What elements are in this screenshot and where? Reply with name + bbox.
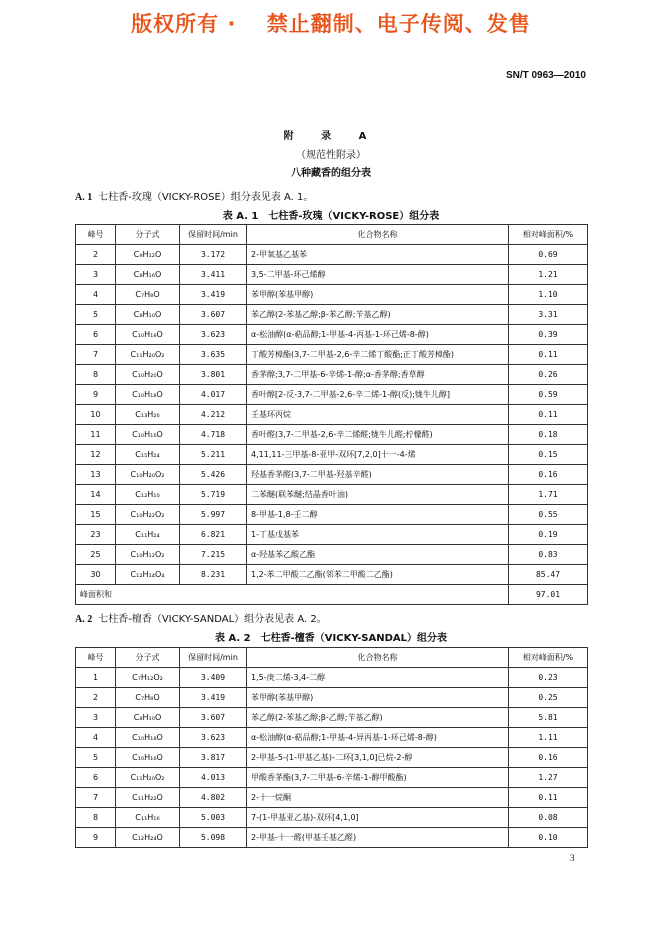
peak-number: 8 xyxy=(76,365,116,385)
section-a1-text: 七柱香-玫瑰（VICKY-ROSE）组分表见表 A. 1。 xyxy=(98,192,314,203)
peak-number: 2 xyxy=(76,245,116,265)
header-peak-number: 峰号 xyxy=(76,648,116,668)
relative-peak-area: 0.15 xyxy=(509,445,588,465)
retention-time: 3.409 xyxy=(180,668,247,688)
table-row xyxy=(76,545,588,565)
relative-peak-area: 0.23 xyxy=(509,668,588,688)
table-a2 xyxy=(75,647,588,848)
compound-name: 香茅醇;3,7-二甲基-6-辛烯-1-醇;α-香茅醇;香草醇 xyxy=(247,365,509,385)
table-row xyxy=(76,708,588,728)
relative-peak-area: 1.11 xyxy=(509,728,588,748)
relative-peak-area: 0.55 xyxy=(509,505,588,525)
table-header-row xyxy=(76,648,588,668)
retention-time: 3.419 xyxy=(180,688,247,708)
retention-time: 3.607 xyxy=(180,708,247,728)
peak-number: 11 xyxy=(76,425,116,445)
page-number: 3 xyxy=(570,853,575,863)
compound-name: 二苯醚(联苯醚;结晶香叶油) xyxy=(247,485,509,505)
retention-time: 4.212 xyxy=(180,405,247,425)
compound-name: 1-丁基戊基苯 xyxy=(247,525,509,545)
molecular-formula: C₈H₁₀O xyxy=(116,305,180,325)
peak-number: 3 xyxy=(76,708,116,728)
header-peak-number: 峰号 xyxy=(76,225,116,245)
compound-name: 1,5-庚二烯-3,4-二醇 xyxy=(247,668,509,688)
retention-time: 4.802 xyxy=(180,788,247,808)
peak-number: 14 xyxy=(76,485,116,505)
molecular-formula: C₈H₁₆O xyxy=(116,265,180,285)
peak-number: 4 xyxy=(76,285,116,305)
table-row xyxy=(76,525,588,545)
table-row xyxy=(76,245,588,265)
relative-peak-area: 0.26 xyxy=(509,365,588,385)
compound-name: 苯甲醇(苯基甲醇) xyxy=(247,688,509,708)
header-compound-name: 化合物名称 xyxy=(247,225,509,245)
header-compound-name: 化合物名称 xyxy=(247,648,509,668)
molecular-formula: C₁₀H₂₀O₂ xyxy=(116,465,180,485)
table-row xyxy=(76,768,588,788)
molecular-formula: C₁₀H₂₂O₂ xyxy=(116,505,180,525)
table-header-row xyxy=(76,225,588,245)
table-row xyxy=(76,748,588,768)
relative-peak-area: 0.18 xyxy=(509,425,588,445)
retention-time: 6.821 xyxy=(180,525,247,545)
peak-number: 12 xyxy=(76,445,116,465)
molecular-formula: C₁₀H₁₆O xyxy=(116,425,180,445)
retention-time: 3.172 xyxy=(180,245,247,265)
compound-name: 8-甲基-1,8-壬二醇 xyxy=(247,505,509,525)
relative-peak-area: 0.11 xyxy=(509,405,588,425)
molecular-formula: C₁₀H₁₈O xyxy=(116,385,180,405)
retention-time: 3.411 xyxy=(180,265,247,285)
compound-name: 苯甲醇(苯基甲醇) xyxy=(247,285,509,305)
header-retention-time: 保留时间/min xyxy=(180,648,247,668)
relative-peak-area: 0.59 xyxy=(509,385,588,405)
table-row xyxy=(76,265,588,285)
peak-number: 6 xyxy=(76,325,116,345)
molecular-formula: C₁₀H₂₀O xyxy=(116,365,180,385)
table-row xyxy=(76,828,588,848)
peak-number: 7 xyxy=(76,345,116,365)
compound-name: 4,11,11-三甲基-8-亚甲-双环[7,2,0]十一-4-烯 xyxy=(247,445,509,465)
compound-name: 1,2-苯二甲酸二乙酯(邻苯二甲酸二乙酯) xyxy=(247,565,509,585)
section-a1-paragraph xyxy=(75,188,313,203)
molecular-formula: C₇H₈O xyxy=(116,688,180,708)
header-molecular-formula: 分子式 xyxy=(116,648,180,668)
compound-name: α-松油醇(α-萜品醇;1-甲基-4-丙基-1-环己烯-8-醇) xyxy=(247,325,509,345)
relative-peak-area: 0.11 xyxy=(509,788,588,808)
molecular-formula: C₇H₁₂O₂ xyxy=(116,668,180,688)
molecular-formula: C₁₁H₂₀O₂ xyxy=(116,768,180,788)
retention-time: 5.003 xyxy=(180,808,247,828)
compound-name: 壬基环丙烷 xyxy=(247,405,509,425)
table-row xyxy=(76,688,588,708)
retention-time: 8.231 xyxy=(180,565,247,585)
table-row xyxy=(76,385,588,405)
compound-name: α-羟基苯乙酸乙酯 xyxy=(247,545,509,565)
peak-number: 25 xyxy=(76,545,116,565)
molecular-formula: C₁₅H₂₄ xyxy=(116,445,180,465)
molecular-formula: C₁₁H₂₂O xyxy=(116,788,180,808)
retention-time: 3.635 xyxy=(180,345,247,365)
table-a1-caption: 表 A. 1 七柱香-玫瑰（VICKY-ROSE）组分表 xyxy=(222,211,440,222)
peak-number: 4 xyxy=(76,728,116,748)
table-total-row xyxy=(76,585,588,605)
relative-peak-area: 0.10 xyxy=(509,828,588,848)
table-row xyxy=(76,285,588,305)
compound-name: 7-(1-甲基亚乙基)-双环[4,1,0] xyxy=(247,808,509,828)
compound-name: 香叶醛(3,7-二甲基-2,6-辛二烯醛;牻牛儿醛;柠檬醛) xyxy=(247,425,509,445)
table-a1 xyxy=(75,224,588,605)
peak-number: 5 xyxy=(76,305,116,325)
retention-time: 7.215 xyxy=(180,545,247,565)
peak-number: 9 xyxy=(76,385,116,405)
molecular-formula: C₁₀H₁₂O₂ xyxy=(116,545,180,565)
retention-time: 3.607 xyxy=(180,305,247,325)
molecular-formula: C₉H₁₂O xyxy=(116,245,180,265)
peak-number: 8 xyxy=(76,808,116,828)
appendix-normative: （规范性附录） xyxy=(296,150,366,161)
header-molecular-formula: 分子式 xyxy=(116,225,180,245)
relative-peak-area: 0.25 xyxy=(509,688,588,708)
peak-number: 15 xyxy=(76,505,116,525)
retention-time: 5.098 xyxy=(180,828,247,848)
peak-number: 30 xyxy=(76,565,116,585)
table-row xyxy=(76,808,588,828)
copyright-watermark: 版权所有 · 禁止翻制、电子传阅、发售 xyxy=(131,12,531,36)
retention-time: 5.719 xyxy=(180,485,247,505)
relative-peak-area: 0.16 xyxy=(509,748,588,768)
molecular-formula: C₁₁H₂₀O₂ xyxy=(116,345,180,365)
retention-time: 3.801 xyxy=(180,365,247,385)
peak-number: 1 xyxy=(76,668,116,688)
table-row xyxy=(76,668,588,688)
section-a2-text: 七柱香-檀香（VICKY-SANDAL）组分表见表 A. 2。 xyxy=(98,614,327,625)
table-row xyxy=(76,405,588,425)
table-a2-caption: 表 A. 2 七柱香-檀香（VICKY-SANDAL）组分表 xyxy=(215,633,447,644)
compound-name: 3,5-二甲基-环己烯醇 xyxy=(247,265,509,285)
compound-name: 香叶醇[2-反-3,7-二甲基-2,6-辛二烯-1-醇(反);牻牛儿醇] xyxy=(247,385,509,405)
compound-name: 苯乙醇(2-苯基乙醇;β-乙醇;苄基乙醇) xyxy=(247,708,509,728)
molecular-formula: C₁₁H₂₄ xyxy=(116,525,180,545)
retention-time: 5.997 xyxy=(180,505,247,525)
table-row xyxy=(76,505,588,525)
retention-time: 3.419 xyxy=(180,285,247,305)
molecular-formula: C₁₀H₁₆O xyxy=(116,748,180,768)
header-retention-time: 保留时间/min xyxy=(180,225,247,245)
section-a2-number: A. 2 xyxy=(75,614,93,625)
compound-name: 2-甲基-十一醛(甲基壬基乙醛) xyxy=(247,828,509,848)
retention-time: 5.211 xyxy=(180,445,247,465)
molecular-formula: C₁₀H₁₈O xyxy=(116,728,180,748)
molecular-formula: C₁₂H₁₀ xyxy=(116,485,180,505)
section-a1-number: A. 1 xyxy=(75,192,93,203)
retention-time: 3.623 xyxy=(180,728,247,748)
appendix-title: 八种藏香的组分表 xyxy=(291,168,371,179)
compound-name: 2-甲基-5-(1-甲基乙基)-二环[3,1,0]已烷-2-醇 xyxy=(247,748,509,768)
molecular-formula: C₈H₁₀O xyxy=(116,708,180,728)
table-row xyxy=(76,465,588,485)
total-value: 97.01 xyxy=(509,585,588,605)
molecular-formula: C₇H₈O xyxy=(116,285,180,305)
retention-time: 4.017 xyxy=(180,385,247,405)
peak-number: 5 xyxy=(76,748,116,768)
retention-time: 4.718 xyxy=(180,425,247,445)
relative-peak-area: 0.16 xyxy=(509,465,588,485)
molecular-formula: C₁₁H₁₆ xyxy=(116,808,180,828)
peak-number: 10 xyxy=(76,405,116,425)
compound-name: 甲酸香茅酯(3,7-二甲基-6-辛烯-1-醇甲酸酯) xyxy=(247,768,509,788)
relative-peak-area: 0.08 xyxy=(509,808,588,828)
peak-number: 13 xyxy=(76,465,116,485)
relative-peak-area: 1.27 xyxy=(509,768,588,788)
table-row xyxy=(76,325,588,345)
relative-peak-area: 0.69 xyxy=(509,245,588,265)
relative-peak-area: 0.83 xyxy=(509,545,588,565)
header-relative-peak-area: 相对峰面积/% xyxy=(509,648,588,668)
relative-peak-area: 85.47 xyxy=(509,565,588,585)
peak-number: 6 xyxy=(76,768,116,788)
retention-time: 3.623 xyxy=(180,325,247,345)
retention-time: 5.426 xyxy=(180,465,247,485)
table-row xyxy=(76,565,588,585)
compound-name: 2-甲氧基乙基苯 xyxy=(247,245,509,265)
peak-number: 23 xyxy=(76,525,116,545)
table-row xyxy=(76,345,588,365)
relative-peak-area: 3.31 xyxy=(509,305,588,325)
molecular-formula: C₁₂H₂₄O xyxy=(116,828,180,848)
retention-time: 3.817 xyxy=(180,748,247,768)
header-relative-peak-area: 相对峰面积/% xyxy=(509,225,588,245)
standard-number: SN/T 0963—2010 xyxy=(505,70,586,81)
table-row xyxy=(76,305,588,325)
compound-name: 苯乙醇(2-苯基乙醇;β-苯乙醇;苄基乙醇) xyxy=(247,305,509,325)
relative-peak-area: 0.39 xyxy=(509,325,588,345)
section-a2-paragraph xyxy=(75,610,327,625)
peak-number: 2 xyxy=(76,688,116,708)
table-row xyxy=(76,788,588,808)
relative-peak-area: 1.10 xyxy=(509,285,588,305)
peak-number: 7 xyxy=(76,788,116,808)
total-label: 峰面积和 xyxy=(76,585,509,605)
relative-peak-area: 0.19 xyxy=(509,525,588,545)
molecular-formula: C₁₃H₂₆ xyxy=(116,405,180,425)
relative-peak-area: 1.21 xyxy=(509,265,588,285)
table-row xyxy=(76,445,588,465)
molecular-formula: C₁₀H₁₈O xyxy=(116,325,180,345)
table-row xyxy=(76,365,588,385)
compound-name: 丁酸芳樟酯(3,7-二甲基-2,6-辛二烯丁酸酯;正丁酸芳樟酯) xyxy=(247,345,509,365)
peak-number: 3 xyxy=(76,265,116,285)
appendix-label: 附 录 A xyxy=(283,131,379,142)
table-row xyxy=(76,728,588,748)
peak-number: 9 xyxy=(76,828,116,848)
molecular-formula: C₁₂H₁₄O₄ xyxy=(116,565,180,585)
retention-time: 4.013 xyxy=(180,768,247,788)
compound-name: 羟基香茅醛(3,7-二甲基-羟基辛醛) xyxy=(247,465,509,485)
relative-peak-area: 1.71 xyxy=(509,485,588,505)
relative-peak-area: 0.11 xyxy=(509,345,588,365)
compound-name: α-松油醇(α-萜品醇;1-甲基-4-异丙基-1-环己烯-8-醇) xyxy=(247,728,509,748)
compound-name: 2-十一烷酮 xyxy=(247,788,509,808)
relative-peak-area: 5.81 xyxy=(509,708,588,728)
table-row xyxy=(76,485,588,505)
table-row xyxy=(76,425,588,445)
